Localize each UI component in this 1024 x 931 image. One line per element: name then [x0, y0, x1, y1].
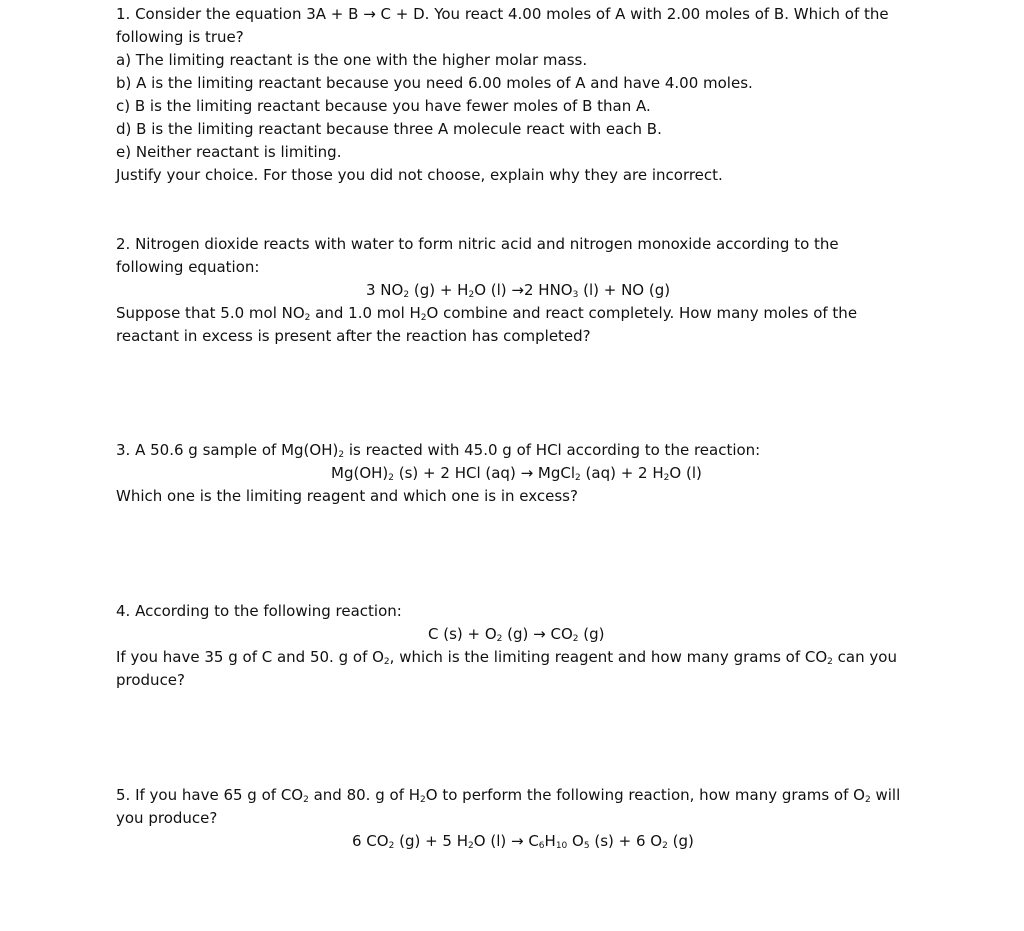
- q1-option-a: a) The limiting reactant is the one with the higher molar mass.: [116, 51, 588, 69]
- q3-eq-sub3: 2: [663, 473, 670, 483]
- q1-option-e: e) Neither reactant is limiting.: [116, 143, 342, 161]
- q2-stem-line2: following equation:: [116, 258, 260, 276]
- q3-stem: [116, 439, 760, 462]
- q5-eq-sub2: 2: [468, 841, 474, 851]
- q2-body-line2: reactant in excess is present after the reaction has completed?: [116, 327, 591, 345]
- q5-eq-part2: (g) + 5 H: [394, 832, 469, 850]
- q2-stem-line1: 2. Nitrogen dioxide reacts with water to form nitric acid and nitrogen monoxide according to the: [116, 235, 839, 253]
- q5-eq-part5: O: [567, 832, 584, 850]
- q4-body-part1: If you have 35 g of C and 50. g of O: [116, 648, 384, 666]
- q3-eq-sub2: 2: [575, 473, 581, 483]
- question-1: [116, 3, 889, 187]
- q2-body-sub1: 2: [304, 313, 311, 323]
- q5-eq-part3: O (l) → C: [473, 832, 539, 850]
- q1-option-b: b) A is the limiting reactant because you need 6.00 moles of A and have 4.00 moles.: [116, 74, 753, 92]
- q4-stem: 4. According to the following reaction:: [116, 602, 402, 620]
- q5-stem-sub2: 2: [420, 795, 426, 805]
- q3-stem-sub1: 2: [338, 450, 345, 460]
- q3-eq-sub1: 2: [388, 473, 394, 483]
- question-2: [116, 233, 857, 348]
- question-3: [116, 439, 760, 508]
- q3-question: Which one is the limiting reagent and which one is in excess?: [116, 487, 578, 505]
- q3-eq-part2: (s) + 2 HCl (aq) → MgCl: [394, 464, 576, 482]
- q5-stem-part1: 5. If you have 65 g of CO: [116, 786, 304, 804]
- q5-stem-part3: O to perform the following reaction, how many grams of O: [425, 786, 865, 804]
- question-4: [116, 600, 897, 692]
- q4-body-part2: , which is the limiting reagent and how many grams of CO: [389, 648, 828, 666]
- q5-equation: [116, 830, 900, 853]
- q5-eq-part6: (s) + 6 O: [589, 832, 663, 850]
- q2-body-part2: and 1.0 mol H: [310, 304, 421, 322]
- q5-stem-part2: and 80. g of H: [308, 786, 421, 804]
- q2-eq-part2: (g) + H: [409, 281, 469, 299]
- q1-option-c: c) B is the limiting reactant because you have fewer moles of B than A.: [116, 97, 651, 115]
- q4-eq-part1: C (s) + O: [428, 625, 497, 643]
- q5-stem-sub1: 2: [303, 795, 309, 805]
- q2-body-sub2: 2: [420, 313, 427, 323]
- q5-eq-part7: (g): [667, 832, 694, 850]
- q2-body-part3: O combine and react completely. How many moles of the: [426, 304, 858, 322]
- q2-body-part1: Suppose that 5.0 mol NO: [116, 304, 305, 322]
- q5-stem-line1: [116, 784, 900, 807]
- q4-body-line2: produce?: [116, 671, 186, 689]
- q3-eq-part1: Mg(OH): [331, 464, 389, 482]
- q2-body-line1: [116, 302, 857, 325]
- q3-equation: [116, 462, 760, 485]
- q4-equation: [116, 623, 897, 646]
- q3-eq-part4: O (l): [669, 464, 702, 482]
- q1-option-d: d) B is the limiting reactant because three A molecule react with each B.: [116, 120, 662, 138]
- q2-eq-sub3: 3: [572, 290, 579, 300]
- q5-stem-line2: you produce?: [116, 809, 218, 827]
- q3-eq-part3: (aq) + 2 H: [580, 464, 664, 482]
- q1-instruction: Justify your choice. For those you did not choose, explain why they are incorrect.: [116, 166, 723, 184]
- q2-eq-part4: (l) + NO (g): [578, 281, 671, 299]
- q5-eq-sub3: 6: [538, 841, 545, 851]
- q5-eq-sub4: 10: [555, 841, 568, 851]
- q1-stem-line2: following is true?: [116, 28, 244, 46]
- q1-stem-line1: 1. Consider the equation 3A + B → C + D. You react 4.00 moles of A with 2.00 moles of B. Which of the: [116, 5, 889, 23]
- q4-eq-sub1: 2: [496, 634, 503, 644]
- q4-body-part3: can you: [832, 648, 897, 666]
- q2-eq-part3: O (l) →2 HNO: [474, 281, 573, 299]
- q5-eq-sub5: 5: [583, 841, 590, 851]
- q4-body-sub2: 2: [827, 657, 833, 667]
- q3-stem-part1: 3. A 50.6 g sample of Mg(OH): [116, 441, 339, 459]
- q5-stem-part4: will: [870, 786, 901, 804]
- q3-stem-part2: is reacted with 45.0 g of HCl according to the reaction:: [344, 441, 761, 459]
- q4-body-sub1: 2: [383, 657, 390, 667]
- q4-body-line1: [116, 646, 897, 669]
- question-5: [116, 784, 900, 853]
- q2-eq-part1: 3 NO: [366, 281, 404, 299]
- q2-equation: [116, 279, 857, 302]
- q2-eq-sub2: 2: [468, 290, 475, 300]
- q4-eq-part2: (g) → CO: [502, 625, 573, 643]
- q5-eq-part4: H: [544, 832, 556, 850]
- q5-eq-sub1: 2: [388, 841, 395, 851]
- q2-eq-sub1: 2: [403, 290, 410, 300]
- q5-eq-part1: 6 CO: [352, 832, 389, 850]
- q5-eq-sub6: 2: [662, 841, 668, 851]
- q4-eq-sub2: 2: [572, 634, 579, 644]
- q4-eq-part3: (g): [578, 625, 605, 643]
- q5-stem-sub3: 2: [864, 795, 871, 805]
